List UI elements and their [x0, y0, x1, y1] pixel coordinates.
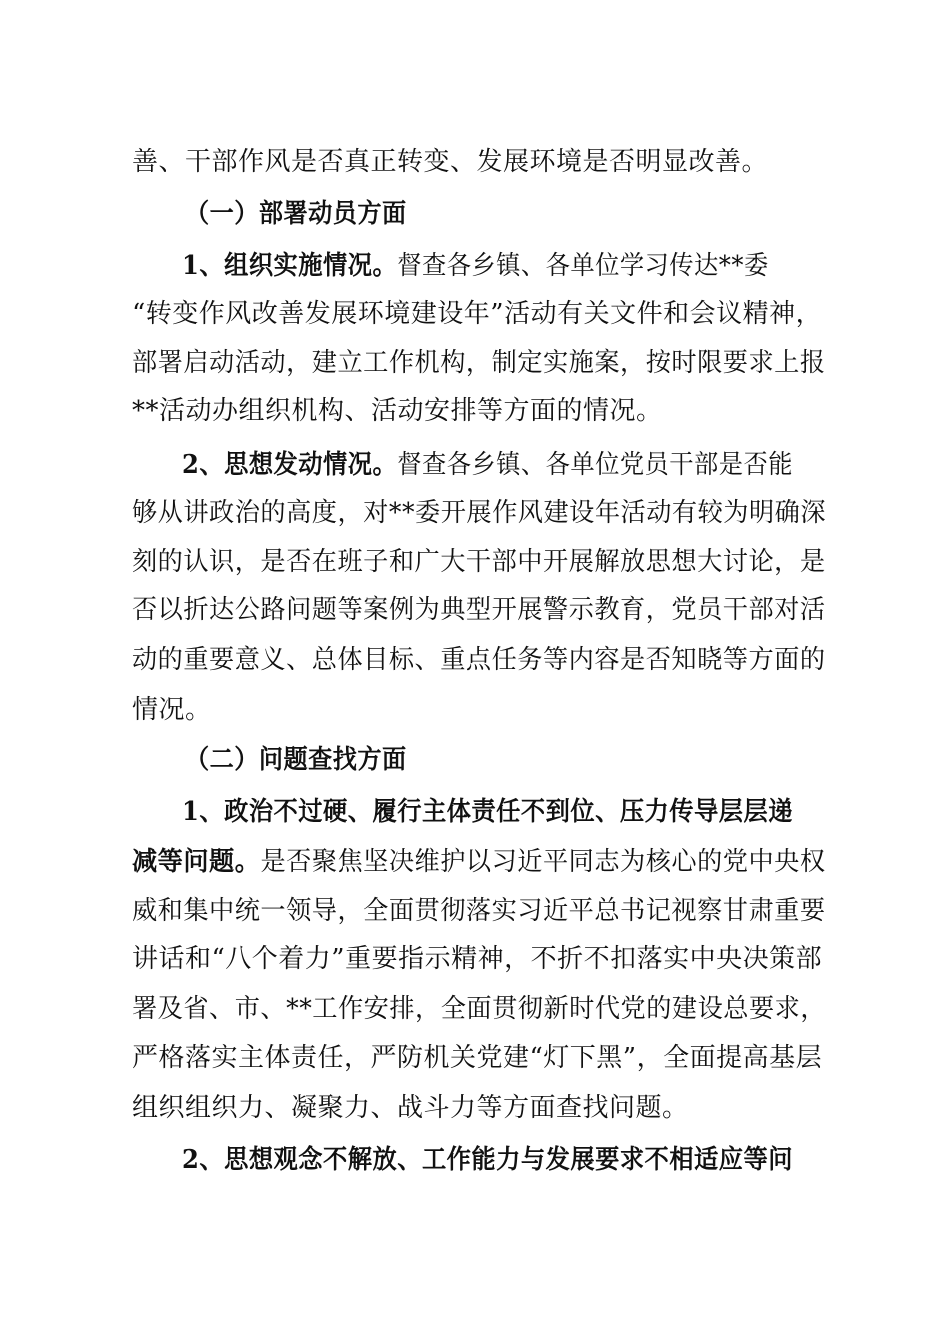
paragraph-line: [182, 450, 826, 480]
text-run: 组织组织力、凝聚力、战斗力等方面查找问题。: [132, 1093, 689, 1123]
text-run: 部署启动活动，建立工作机构，制定实施案，按时限要求上报: [132, 348, 826, 378]
item-heading: 2、思想观念不解放、工作能力与发展要求不相适应等问: [182, 1145, 793, 1175]
paragraph-line: [132, 695, 822, 725]
item-heading: 1、组织实施情况。: [182, 251, 398, 281]
paragraph-line: [182, 1145, 826, 1175]
text-run: 督查各乡镇、各单位党员干部是否能: [397, 450, 793, 480]
section-heading-1: [185, 199, 826, 229]
text-run: **活动办组织机构、活动安排等方面的情况。: [132, 396, 663, 426]
paragraph-line: [132, 348, 826, 378]
paragraph-line: [132, 847, 826, 877]
paragraph-line: [182, 797, 826, 827]
section-heading-text: （一）部署动员方面: [185, 199, 407, 229]
text-run: “转变作风改善发展环境建设年”活动有关文件和会议精神，: [132, 299, 823, 329]
text-run: 讲话和“八个着力”重要指示精神，不折不扣落实中央决策部: [132, 944, 823, 974]
text-run: 否以折达公路问题等案例为典型开展警示教育，党员干部对活: [132, 595, 826, 625]
text-run: 刻的认识，是否在班子和广大干部中开展解放思想大讨论，是: [132, 547, 826, 577]
text-run: 善、干部作风是否真正转变、发展环境是否明显改善。: [132, 147, 769, 177]
paragraph-line: [132, 944, 822, 974]
text-run: 严格落实主体责任，严防机关党建“灯下黑”，全面提高基层: [132, 1043, 823, 1073]
text-run: 够从讲政治的高度，对**委开展作风建设年活动有较为明确深: [132, 498, 827, 528]
text-run: 督查各乡镇、各单位学习传达**委: [397, 251, 769, 281]
item-heading: 2、思想发动情况。: [182, 450, 398, 480]
paragraph-line: [132, 1043, 822, 1073]
text-run: 威和集中统一领导，全面贯彻落实习近平总书记视察甘肃重要: [132, 896, 826, 926]
paragraph-line: [132, 498, 827, 528]
paragraph-line: [182, 251, 826, 281]
paragraph-line: [132, 396, 822, 426]
section-heading-text: （二）问题查找方面: [185, 745, 407, 775]
text-run: 情况。: [132, 695, 212, 725]
paragraph-line: [132, 299, 822, 329]
paragraph-line: [132, 645, 826, 675]
paragraph-line: [132, 547, 826, 577]
paragraph-line: [132, 147, 822, 177]
paragraph-line: [132, 896, 826, 926]
text-run: 署及省、市、**工作安排，全面贯彻新时代党的建设总要求，: [132, 994, 827, 1024]
text-run: 动的重要意义、总体目标、重点任务等内容是否知晓等方面的: [132, 645, 826, 675]
item-heading: 1、政治不过硬、履行主体责任不到位、压力传导层层递: [182, 797, 793, 827]
section-heading-2: [185, 745, 826, 775]
paragraph-line: [132, 595, 826, 625]
paragraph-line: [132, 1093, 822, 1123]
item-heading: 减等问题。: [132, 847, 261, 877]
text-run: 是否聚焦坚决维护以习近平同志为核心的党中央权: [260, 847, 826, 877]
paragraph-line: [132, 994, 827, 1024]
